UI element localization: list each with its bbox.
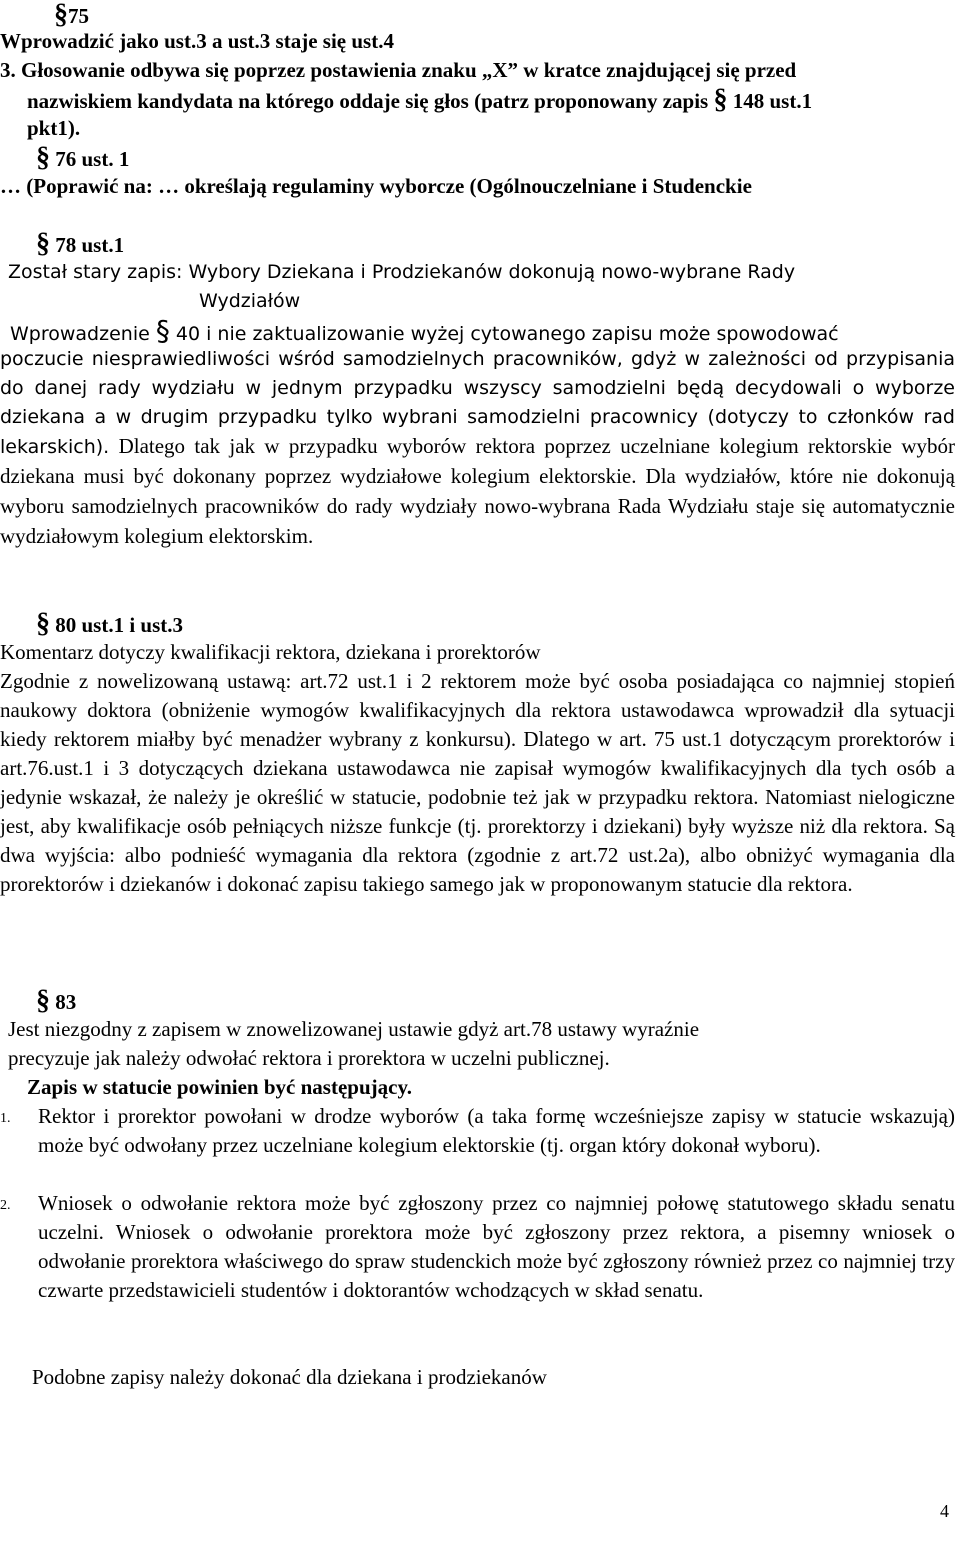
section-symbol: §	[36, 608, 50, 639]
section-symbol: §	[36, 228, 50, 259]
section-80-heading	[36, 609, 183, 640]
section-78-heading	[36, 229, 124, 260]
qualifications-paragraph: Zgodnie z nowelizowaną ustawą: art.72 ust.1 i 2 rektorem może być osoba posiadająca co najmniej stopień naukowy doktora (obniżenie wymogów kwalifikacyjnych dla rektora ustawodawca wprowadził dla sytuacji kiedy rektorem miałby być menadżer wybrany z konkursu). Dlatego w art. 75 ust.1 dotyczącym prorektorów i art.76.ust.1 i 3 dotyczących dziekana ustawodawca nie zapisał wymogów kwalifikacyjnych dla tych osób a jedynie wskazał, że należy je określić w statucie, podobnie też jak w przypadku rektora. Natomiast nielogiczne jest, aby kwalifikacje osób pełniących niższe funkcje (tj. prorektorzy i dziekani) były wyższe niż dla rektora. Są dwa wyjścia: albo podnieść wymagania dla rektora (zgodnie z art.72 ust.2a), albo obniżyć wymagania dla prorektorów i dziekanów i dokonać zapisu takiego samego jak w proponowanym statucie dla rektora.	[0, 669, 955, 896]
inconsistency-line-1: Jest niezgodny z zapisem w znowelizowanej ustawie gdyż art.78 ustawy wyraźnie	[8, 1017, 700, 1041]
text-span: nazwiskiem kandydata na którego oddaje się głos (patrz proponowany zapis	[27, 89, 714, 113]
similar-records-line: Podobne zapisy należy dokonać dla dziekana i prodziekanów	[32, 1365, 547, 1389]
section-symbol: §	[54, 0, 68, 30]
statute-record-heading: Zapis w statucie powinien być następujący.	[27, 1075, 413, 1099]
list-item-text: Rektor i prorektor powołani w drodze wyborów (a taka formę wcześniejsze zapisy w statucie wskazują) może być odwołany przez uczelniane kolegium elektorskie (tj. organ który dokonał wyboru).	[38, 1104, 955, 1157]
section-number: 75	[68, 4, 89, 28]
inconsistency-line-2: precyzuje jak należy odwołać rektora i prorektora w uczelni publicznej.	[8, 1046, 610, 1070]
old-record-line-1: Został stary zapis: Wybory Dziekana i Prodziekanów dokonują nowo-wybrane Rady	[8, 261, 796, 283]
text-span: 83	[50, 990, 77, 1014]
text-span: poczucie niesprawiedliwości wśród samodzielnych pracowników, gdyż w zależności od przypisania do danej rady wydziału w jednym przypadku wszyscy samodzielni będą decydowali o wyborze dziekana a w drugim przypadku tylko wybrani samodzielni pracownicy (dotyczy to członków rad lekarskich).	[0, 348, 955, 458]
correction-line: … (Poprawić na: … określają regulaminy wyborcze (Ogólnouczelniane i Studenckie	[0, 174, 752, 198]
section-symbol: §	[155, 314, 170, 347]
amendment-item-3-line-2	[27, 85, 812, 116]
amendment-item-3-line-3: pkt1).	[27, 116, 81, 140]
text-span: 80 ust.1 i ust.3	[50, 613, 184, 637]
text-span: 40 i nie zaktualizowanie wyżej cytowanego zapisu może spowodować	[169, 323, 839, 345]
text-span: 78 ust.1	[50, 233, 125, 257]
justification-paragraph	[0, 345, 955, 552]
amendment-item-3-line-1: 3. Głosowanie odbywa się poprzez postawienia znaku „X” w kratce znajdującej się przed	[0, 58, 797, 82]
text-span: Wprowadzenie	[10, 323, 156, 345]
section-symbol: §	[36, 142, 50, 173]
list-item-text: Wniosek o odwołanie rektora może być zgłoszony przez co najmniej połowę statutowego składu senatu uczelni. Wniosek o odwołanie prorektora może być zgłoszony przez rektora, a pisemny wniosek o odwołanie prorektora właściwego do spraw studenckich może być zgłoszony również przez co najmniej trzy czwarte przedstawicieli studentów i doktorantów wchodzących w skład senatu.	[38, 1191, 955, 1302]
old-record-line-2: Wydziałów	[199, 290, 301, 312]
text-span: Dlatego tak jak w przypadku wyborów rektora poprzez uczelniane kolegium rektorskie wybór dziekana musi być dokonany poprzez wydziałowe kolegium elektorskie. Dla wydziałów, które nie dokonują wyboru samodzielnych pracowników do rady wydziały nowo-wybrana Rada Wydziału staje się automatycznie wydziałowym kolegium elektorskim.	[0, 434, 955, 548]
section-83-heading	[36, 986, 76, 1017]
page-number: 4	[940, 1501, 949, 1521]
comment-line: Komentarz dotyczy kwalifikacji rektora, dziekana i prorektorów	[0, 640, 541, 664]
section-76-heading	[36, 143, 129, 174]
list-number: 1.	[0, 1111, 11, 1126]
section-symbol: §	[36, 985, 50, 1016]
section-symbol: §	[713, 84, 728, 115]
amendment-line: Wprowadzić jako ust.3 a ust.3 staje się ust.4	[0, 29, 394, 53]
text-span: 148 ust.1	[727, 89, 813, 113]
text-span: 76 ust. 1	[50, 147, 130, 171]
list-number: 2.	[0, 1198, 11, 1213]
